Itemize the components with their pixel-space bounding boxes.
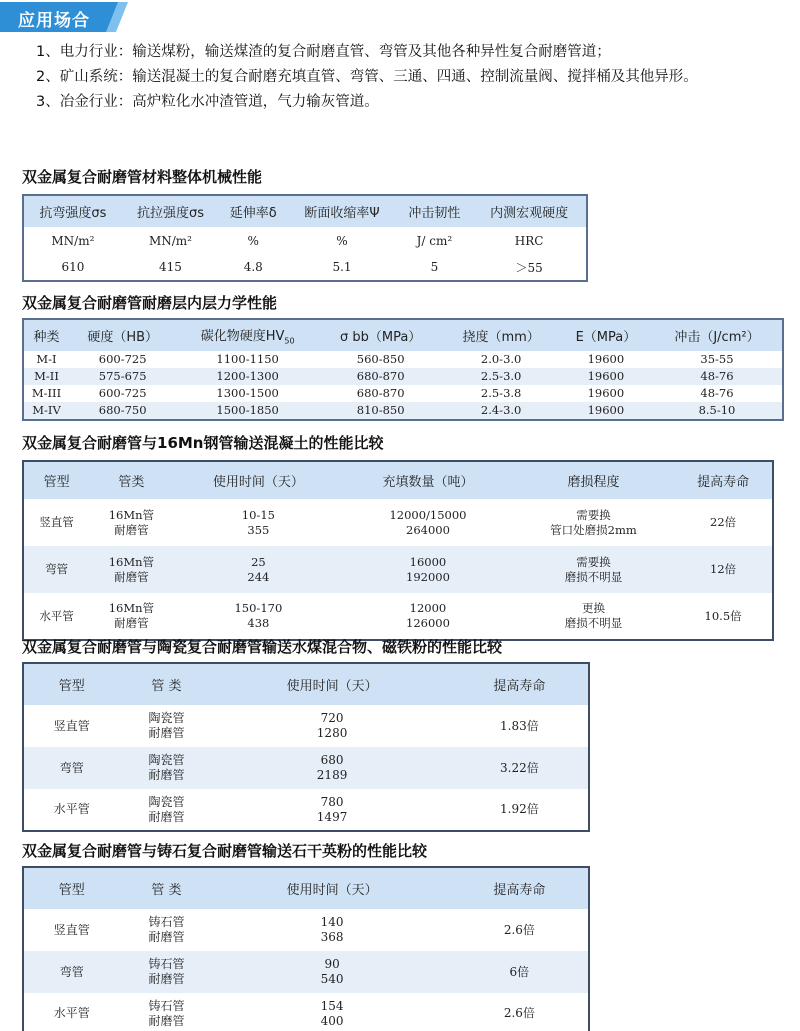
pipe-kind-cell	[120, 789, 214, 831]
table-row	[23, 789, 589, 831]
table-row	[23, 351, 783, 368]
days-line: 438	[247, 616, 270, 630]
table-cell: 48-76	[652, 368, 783, 385]
table-cell: 8.5-10	[652, 402, 783, 420]
kind-line: 铸石管	[148, 998, 185, 1013]
mechanical-properties-table	[22, 194, 588, 282]
kind-line: 耐磨管	[114, 569, 149, 584]
unit-cell: %	[336, 233, 348, 248]
unit-cell: J/ cm²	[416, 233, 453, 248]
days-line: 780	[320, 794, 344, 809]
pipe-type-cell: 水平管	[53, 802, 90, 816]
days-cell	[213, 951, 450, 993]
table-cell: 19600	[587, 352, 625, 366]
days-cell	[213, 747, 450, 789]
table-row	[23, 368, 783, 385]
header-cell: 冲击韧性	[397, 195, 473, 227]
pipe-type-cell: 弯管	[23, 747, 120, 789]
pipe-type-cell: 竖直管	[39, 515, 74, 529]
header-cell: 断面收缩率Ψ	[287, 195, 396, 227]
life-cell: 10.5倍	[704, 608, 742, 623]
table-row	[23, 951, 589, 993]
section5-title: 双金属复合耐磨管与铸石复合耐磨管输送石干英粉的性能比较	[22, 842, 428, 860]
tons-line: 192000	[406, 569, 450, 584]
kind-line: 耐磨管	[148, 930, 185, 944]
tons-cell	[343, 546, 513, 593]
kind-line: 耐磨管	[148, 972, 185, 986]
kind-line: 耐磨管	[148, 726, 185, 740]
table-cell: 1500-1850	[176, 402, 319, 420]
days-line: 154	[320, 998, 344, 1013]
table-cell: M-III	[31, 386, 62, 400]
ceramic-comparison-table	[22, 662, 590, 832]
life-cell: 22倍	[710, 515, 737, 529]
kind-line: 耐磨管	[148, 768, 185, 782]
table-row	[23, 747, 589, 789]
kind-line: 陶瓷管	[148, 753, 185, 767]
kind-line: 耐磨管	[114, 522, 149, 537]
table-cell: 19600	[587, 386, 625, 400]
header-cell: 提高寿命	[674, 461, 773, 499]
value-cell: ＞55	[515, 260, 543, 275]
header-cell: 使用时间（天）	[174, 461, 344, 499]
wear-line: 管口处磨损2mm	[550, 522, 637, 537]
section2-title: 双金属复合耐磨管耐磨层内层力学性能	[22, 294, 278, 312]
life-cell: 1.92倍	[500, 802, 539, 816]
days-line: 25	[251, 554, 266, 569]
table-cell: 560-850	[356, 352, 405, 366]
table-cell: 19600	[560, 368, 652, 385]
days-line: 680	[320, 753, 344, 767]
header-cell: 使用时间（天）	[213, 663, 450, 705]
header-cell: 抗拉强度σs	[122, 195, 219, 227]
header-subscript: 50	[284, 336, 295, 346]
pipe-kind-cell	[89, 593, 173, 640]
table-cell: M-IV	[23, 402, 69, 420]
pipe-kind-cell	[120, 909, 214, 951]
header-cell: 管型	[23, 663, 120, 705]
value-cell: 4.8	[243, 260, 263, 274]
table-row	[23, 402, 783, 420]
header-cell: 磨损程度	[513, 461, 674, 499]
table-row	[23, 227, 587, 254]
days-cell	[213, 789, 450, 831]
header-cell: 提高寿命	[451, 663, 589, 705]
table-cell: 19600	[560, 402, 652, 420]
pipe-type-cell: 水平管	[39, 608, 74, 623]
tons-line: 12000	[409, 601, 447, 615]
header-cell: 管型	[23, 867, 120, 909]
wear-cell	[513, 593, 674, 640]
header-cell: 硬度（HB）	[69, 319, 176, 351]
table-cell: 35-55	[700, 352, 734, 366]
header-cell: E（MPa）	[560, 319, 652, 351]
pipe-kind-cell	[89, 546, 173, 593]
pipe-kind-cell	[120, 993, 214, 1031]
header-cell: 冲击（J/cm²）	[652, 319, 783, 351]
life-cell: 1.83倍	[500, 718, 539, 733]
wear-cell	[513, 499, 674, 546]
life-cell: 12倍	[674, 546, 773, 593]
wear-line: 更换	[581, 601, 605, 615]
header-cell: 挠度（mm）	[442, 319, 559, 351]
tons-cell	[343, 593, 513, 640]
application-list	[8, 40, 798, 115]
kind-line: 16Mn管	[108, 554, 155, 569]
header-cell: 管类	[89, 461, 173, 499]
pipe-type-cell: 弯管	[23, 546, 89, 593]
tons-line: 16000	[409, 554, 447, 569]
table-cell: 600-725	[98, 386, 147, 400]
table-row	[23, 546, 773, 593]
table-row	[23, 385, 783, 402]
days-line: 244	[247, 569, 270, 584]
table-row	[23, 909, 589, 951]
days-line: 355	[247, 522, 270, 537]
table-cell: 48-76	[700, 386, 734, 400]
pipe-kind-cell	[89, 499, 173, 546]
kind-line: 耐磨管	[114, 616, 149, 630]
days-cell	[213, 909, 450, 951]
pipe-type-cell: 竖直管	[53, 922, 90, 937]
days-cell	[213, 993, 450, 1031]
life-cell: 6倍	[451, 951, 589, 993]
header-cell: 提高寿命	[451, 867, 589, 909]
wear-line: 磨损不明显	[564, 616, 623, 630]
table-cell: 2.5-3.0	[442, 368, 559, 385]
days-line: 720	[320, 711, 344, 725]
header-cell: σ bb（MPa）	[319, 319, 443, 351]
value-cell: 5	[430, 260, 439, 274]
table-cell: 2.4-3.0	[442, 402, 559, 420]
wear-layer-properties-table	[22, 318, 784, 421]
tag-label: 应用场合	[18, 11, 90, 31]
header-text: 碳化物硬度HV	[200, 329, 285, 345]
kind-line: 耐磨管	[148, 1013, 185, 1028]
table-row	[23, 993, 589, 1031]
table-cell: 680-870	[319, 368, 443, 385]
header-cell	[176, 319, 319, 351]
section3-title: 双金属复合耐磨管与16Mn钢管输送混凝土的性能比较	[22, 434, 384, 452]
kind-line: 铸石管	[148, 957, 185, 971]
pipe-kind-cell	[120, 747, 214, 789]
days-line: 1497	[316, 809, 348, 824]
unit-cell: MN/m²	[148, 233, 192, 248]
table-row	[23, 254, 587, 281]
pipe-kind-cell	[120, 951, 214, 993]
value-cell: 415	[159, 260, 182, 274]
table-cell: 2.5-3.8	[480, 386, 522, 400]
kind-line: 16Mn管	[108, 507, 155, 522]
days-line: 540	[320, 972, 344, 986]
wear-cell	[513, 546, 674, 593]
days-cell	[174, 546, 344, 593]
days-line: 368	[320, 930, 344, 944]
table-row	[23, 593, 773, 640]
application-item: 1、电力行业：输送煤粉，输送煤渣的复合耐磨直管、弯管及其他各种异性复合耐磨管道；	[36, 44, 611, 60]
table-cell: 1100-1150	[216, 352, 279, 366]
table-cell: 2.0-3.0	[480, 352, 522, 366]
header-cell: 种类	[23, 319, 69, 351]
table-row	[23, 705, 589, 747]
kind-line: 陶瓷管	[148, 794, 185, 809]
table-cell: 575-675	[69, 368, 176, 385]
header-cell: 内测宏观硬度	[472, 195, 587, 227]
table-cell: 810-850	[319, 402, 443, 420]
pipe-kind-cell	[120, 705, 214, 747]
table-header-row	[23, 867, 589, 909]
table-row	[23, 499, 773, 546]
life-cell: 3.22倍	[451, 747, 589, 789]
tons-line: 12000/15000	[389, 507, 467, 522]
wear-line: 需要换	[576, 507, 611, 522]
days-line: 90	[324, 957, 340, 971]
table-cell: 1300-1500	[216, 386, 279, 400]
kind-line: 陶瓷管	[148, 711, 185, 725]
unit-cell: MN/m²	[51, 233, 95, 248]
application-item: 2、矿山系统：输送混凝土的复合耐磨充填直管、弯管、三通、四通、控制流量阀、搅拌桶及其他异形。	[36, 69, 698, 85]
days-cell	[174, 499, 344, 546]
days-line: 140	[320, 915, 344, 929]
days-line: 150-170	[234, 601, 283, 615]
concrete-comparison-table	[22, 460, 774, 641]
days-cell	[213, 705, 450, 747]
tons-cell	[343, 499, 513, 546]
header-cell: 管型	[23, 461, 89, 499]
header-cell: 管 类	[120, 663, 214, 705]
table-cell: 680-870	[356, 386, 405, 400]
wear-line: 磨损不明显	[564, 569, 623, 584]
section4-title: 双金属复合耐磨管与陶瓷复合耐磨管输送水煤混合物、磁铁粉的性能比较	[22, 638, 503, 656]
days-line: 400	[320, 1013, 344, 1028]
header-cell: 抗弯强度σs	[23, 195, 122, 227]
life-cell: 2.6倍	[503, 1006, 535, 1020]
header-cell: 充填数量（吨）	[343, 461, 513, 499]
tons-line: 126000	[406, 616, 450, 630]
table-cell: M-I	[36, 352, 57, 366]
header-cell: 延伸率δ	[219, 195, 287, 227]
pipe-type-cell: 竖直管	[53, 718, 90, 733]
table-cell: 680-750	[69, 402, 176, 420]
header-cell: 使用时间（天）	[213, 867, 450, 909]
table-cell: 1200-1300	[176, 368, 319, 385]
value-cell: 610	[61, 260, 85, 274]
table-cell: M-II	[23, 368, 69, 385]
days-line: 2189	[316, 768, 348, 782]
cast-stone-comparison-table	[22, 866, 590, 1031]
table-header-row	[23, 461, 773, 499]
life-cell: 2.6倍	[503, 922, 535, 937]
value-cell: 5.1	[332, 260, 352, 274]
tons-line: 264000	[406, 522, 450, 537]
table-header-row	[23, 663, 589, 705]
section-tag	[0, 0, 132, 34]
kind-line: 铸石管	[148, 915, 185, 929]
pipe-type-cell: 水平管	[53, 1006, 90, 1020]
days-line: 1280	[316, 726, 348, 740]
table-header-row	[23, 195, 587, 227]
wear-line: 需要换	[576, 554, 611, 569]
days-line: 10-15	[241, 507, 275, 522]
kind-line: 16Mn管	[108, 601, 155, 615]
kind-line: 耐磨管	[148, 809, 185, 824]
header-cell: 管 类	[120, 867, 214, 909]
days-cell	[174, 593, 344, 640]
section1-title: 双金属复合耐磨管材料整体机械性能	[22, 168, 263, 186]
table-header-row	[23, 319, 783, 351]
unit-cell: %	[247, 233, 259, 248]
table-cell: 600-725	[98, 352, 147, 366]
application-item: 3、冶金行业：高炉粒化水冲渣管道，气力输灰管道。	[36, 94, 379, 110]
pipe-type-cell: 弯管	[23, 951, 120, 993]
unit-cell: HRC	[514, 233, 544, 248]
